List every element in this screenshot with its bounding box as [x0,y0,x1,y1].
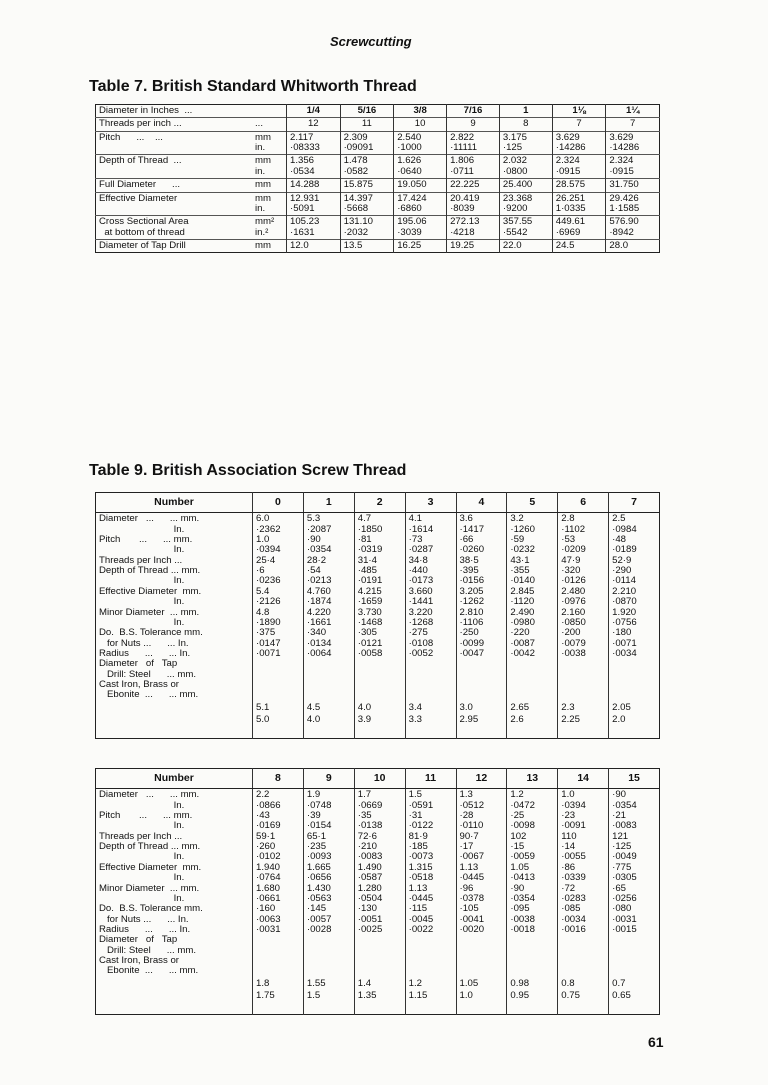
data-cell: 5.0 [253,714,304,739]
page-number: 61 [648,1034,664,1050]
data-cell: 1.0 ·0394 ·23 ·0091 110 ·14 ·0055 ·86 ·0339 ·72 ·0283 ·085 ·0034 ·0016 [558,789,609,978]
data-cell: 22.225 [447,179,500,192]
data-cell: 1.2 ·0472 ·25 ·0098 102 ·15 ·0059 1.05 ·0413 ·90 ·0354 ·095 ·0038 ·0018 [507,789,558,978]
data-cell: 195.06 ·3039 [394,216,447,240]
data-cell: 3.629 ·14286 [606,131,660,155]
row-unit: mm in. [252,155,287,179]
data-cell: 3.6 ·1417 ·66 ·0260 38·5 ·395 ·0156 3.205 ·1262 2.810 ·1106 ·250 ·0099 ·0047 [456,513,507,702]
data-cell: 2.032 ·0800 [499,155,552,179]
row-unit: mm in. [252,131,287,155]
header-cell: 5 [507,493,558,513]
data-cell: 2.540 ·1000 [394,131,447,155]
header-cell: 7 [609,493,660,513]
data-cell: 13.5 [340,239,394,252]
data-cell: 1.5 [303,990,354,1015]
table7-row [96,216,660,240]
data-cell: 25.400 [499,179,552,192]
table7-row [96,239,660,252]
table9-part2-body-row [96,789,660,978]
data-cell: 2.6 [507,714,558,739]
header-cell: 3/8 [394,105,447,118]
table9-part1-header-row [96,493,660,513]
data-cell: 2.3 [558,702,609,714]
data-cell: 131.10 ·2032 [340,216,394,240]
table9-part2-drill-steel-row [96,978,660,990]
data-cell: 0.98 [507,978,558,990]
data-cell: 2.5 ·0984 ·48 ·0189 52·9 ·290 ·0114 2.210 ·0870 1.920 ·0756 ·180 ·0071 ·0034 [609,513,660,702]
data-cell: 0.7 [609,978,660,990]
data-cell: 23.368 ·9200 [499,192,552,216]
row-unit: mm in. [252,192,287,216]
data-cell: 357.55 ·5542 [499,216,552,240]
data-cell: 2.0 [609,714,660,739]
header-cell: 4 [456,493,507,513]
data-cell: 26.251 1·0335 [552,192,606,216]
row-unit [252,105,287,118]
row-labels: Diameter ... ... mm. In. Pitch ... ... mm. In. Threads per Inch ... Depth of Thread ... mm. In. Effective Diameter mm. In. Minor Diameter ... mm. In. Do. B.S. Tolerance mm. for Nuts ... ... In. Radius ... ... In. Diameter of Tap Drill: Steel ... mm. Cast Iron, Brass or Ebonite ... ... mm. [99,789,203,977]
table7-row [96,155,660,179]
data-cell: 1.05 [456,978,507,990]
row-unit: ... [252,118,287,131]
row-label: Effective Diameter [96,192,253,216]
table9-part2-header-row [96,769,660,789]
data-cell: 1.806 ·0711 [447,155,500,179]
table7 [95,104,660,253]
data-cell: 8 [499,118,552,131]
header-cell: 11 [405,769,456,789]
data-cell: 576.90 ·8942 [606,216,660,240]
data-cell: 4.7 ·1850 ·81 ·0319 31·4 ·485 ·0191 4.215 ·1659 3.730 ·1468 ·305 ·0121 ·0058 [354,513,405,702]
data-cell: 449.61 ·6969 [552,216,606,240]
data-cell: 3.9 [354,714,405,739]
header-cell: 1⅛ [552,105,606,118]
data-cell: 1.75 [253,990,304,1015]
running-header: Screwcutting [330,34,412,49]
data-cell: 1.626 ·0640 [394,155,447,179]
header-cell: 7/16 [447,105,500,118]
data-cell: 19.050 [394,179,447,192]
table9-part1-body-row [96,513,660,702]
table7-row [96,192,660,216]
header-cell: 8 [253,769,304,789]
data-cell: 10 [394,118,447,131]
data-cell: 1.478 ·0582 [340,155,394,179]
data-cell: 28.575 [552,179,606,192]
data-cell: 0.8 [558,978,609,990]
data-cell: 24.5 [552,239,606,252]
data-cell: 12.0 [287,239,341,252]
data-cell: 2.25 [558,714,609,739]
data-cell: 22.0 [499,239,552,252]
data-cell: 0.95 [507,990,558,1015]
row-label: Diameter of Tap Drill [96,239,253,252]
data-cell: 1.7 ·0669 ·35 ·0138 72·6 ·210 ·0083 1.490 ·0587 1.280 ·0504 ·130 ·0051 ·0025 [354,789,405,978]
header-cell: 14 [558,769,609,789]
data-cell: 272.13 ·4218 [447,216,500,240]
row-label: Diameter in Inches ... [99,105,193,116]
table9-part1 [95,492,660,739]
row-label: Cross Sectional Area at bottom of thread [96,216,253,240]
data-cell: 19.25 [447,239,500,252]
data-cell: 12.931 ·5091 [287,192,341,216]
data-cell: 7 [606,118,660,131]
data-cell: 2.117 ·08333 [287,131,341,155]
data-cell: 11 [340,118,394,131]
table7-row [96,118,660,131]
data-cell: 1.356 ·0534 [287,155,341,179]
data-cell: 2.324 ·0915 [552,155,606,179]
data-cell: ·90 ·0354 ·21 ·0083 121 ·125 ·0049 ·775 ·0305 ·65 ·0256 ·080 ·0031 ·0015 [609,789,660,978]
data-cell: 12 [287,118,341,131]
data-cell: 15.875 [340,179,394,192]
data-cell: 1.3 ·0512 ·28 ·0110 90·7 ·17 ·0067 1.13 ·0445 ·96 ·0378 ·105 ·0041 ·0020 [456,789,507,978]
header-cell: 6 [558,493,609,513]
row-label: Full Diameter ... [96,179,253,192]
table9-part1-drill-cast-row [96,714,660,739]
data-cell: 3.0 [456,702,507,714]
data-cell: 3.629 ·14286 [552,131,606,155]
row-label: Pitch ... ... [96,131,253,155]
header-cell: Number [96,493,253,513]
data-cell: 4.5 [303,702,354,714]
data-cell: 3.3 [405,714,456,739]
data-cell: 3.2 ·1260 ·59 ·0232 43·1 ·355 ·0140 2.845 ·1120 2.490 ·0980 ·220 ·0087 ·0042 [507,513,558,702]
row-unit: mm [252,179,287,192]
data-cell: 5.3 ·2087 ·90 ·0354 28·2 ·54 ·0213 4.760 ·1874 4.220 ·1661 ·340 ·0134 ·0064 [303,513,354,702]
data-cell: 14.288 [287,179,341,192]
data-cell: 2.95 [456,714,507,739]
data-cell: 4.0 [303,714,354,739]
table7-row [96,179,660,192]
table7-title: Table 7. British Standard Whitworth Thread [89,78,417,95]
data-cell: 1.2 [405,978,456,990]
header-cell: 2 [354,493,405,513]
table7-row [96,131,660,155]
data-cell: 16.25 [394,239,447,252]
data-cell: 1.5 ·0591 ·31 ·0122 81·9 ·185 ·0073 1.315 ·0518 1.13 ·0445 ·115 ·0045 ·0022 [405,789,456,978]
data-cell: 4.0 [354,702,405,714]
header-cell: 5/16 [340,105,394,118]
data-cell: 3.175 ·125 [499,131,552,155]
data-cell: 4.1 ·1614 ·73 ·0287 34·8 ·440 ·0173 3.660 ·1441 3.220 ·1268 ·275 ·0108 ·0052 [405,513,456,702]
data-cell: 2.309 ·09091 [340,131,394,155]
header-cell: 1/4 [287,105,341,118]
header-cell: 3 [405,493,456,513]
data-cell: 28.0 [606,239,660,252]
data-cell: 7 [552,118,606,131]
row-labels: Diameter ... ... mm. In. Pitch ... ... mm. In. Threads per Inch ... Depth of Thread ... mm. In. Effective Diameter mm. In. Minor Diameter ... mm. In. Do. B.S. Tolerance mm. for Nuts ... ... In. Radius ... ... In. Diameter of Tap Drill: Steel ... mm. Cast Iron, Brass or Ebonite ... ... mm. [99,513,203,701]
header-cell: 1 [303,493,354,513]
data-cell: 0.75 [558,990,609,1015]
table9-part2-drill-cast-row [96,990,660,1015]
data-cell: 20.419 ·8039 [447,192,500,216]
data-cell: 1.9 ·0748 ·39 ·0154 65·1 ·235 ·0093 1.665 ·0656 1.430 ·0563 ·145 ·0057 ·0028 [303,789,354,978]
table9-title: Table 9. British Association Screw Thread [89,462,407,479]
header-cell: 15 [609,769,660,789]
row-unit: mm² in.² [252,216,287,240]
data-cell: 17.424 ·6860 [394,192,447,216]
header-cell: 9 [303,769,354,789]
row-unit: mm [252,239,287,252]
header-cell: 13 [507,769,558,789]
data-cell: 2.8 ·1102 ·53 ·0209 47·9 ·320 ·0126 2.480 ·0976 2.160 ·0850 ·200 ·0079 ·0038 [558,513,609,702]
data-cell: 1.35 [354,990,405,1015]
header-cell: 1 [499,105,552,118]
data-cell: 5.1 [253,702,304,714]
row-label: Depth of Thread ... [96,155,253,179]
table7-row [96,105,660,118]
table9-part2 [95,768,660,1015]
data-cell: 6.0 ·2362 1.0 ·0394 25·4 ·6 ·0236 5.4 ·2126 4.8 ·1890 ·375 ·0147 ·0071 [253,513,304,702]
table9-part1-drill-steel-row [96,702,660,714]
data-cell: 105.23 ·1631 [287,216,341,240]
data-cell: 1.15 [405,990,456,1015]
header-cell: 12 [456,769,507,789]
data-cell: 1.0 [456,990,507,1015]
data-cell: 2.65 [507,702,558,714]
data-cell: 14.397 ·5668 [340,192,394,216]
data-cell: 2.05 [609,702,660,714]
data-cell: 1.4 [354,978,405,990]
header-cell: Number [96,769,253,789]
data-cell: 1.8 [253,978,304,990]
data-cell: 2.822 ·11111 [447,131,500,155]
header-cell: 10 [354,769,405,789]
data-cell: 31.750 [606,179,660,192]
header-cell: 0 [253,493,304,513]
data-cell: 3.4 [405,702,456,714]
data-cell: 2.324 ·0915 [606,155,660,179]
row-label: Threads per inch ... [96,118,253,131]
data-cell: 0.65 [609,990,660,1015]
data-cell: 9 [447,118,500,131]
header-cell: 1¼ [606,105,660,118]
data-cell: 29.426 1·1585 [606,192,660,216]
data-cell: 1.55 [303,978,354,990]
data-cell: 2.2 ·0866 ·43 ·0169 59·1 ·260 ·0102 1.940 ·0764 1.680 ·0661 ·160 ·0063 ·0031 [253,789,304,978]
